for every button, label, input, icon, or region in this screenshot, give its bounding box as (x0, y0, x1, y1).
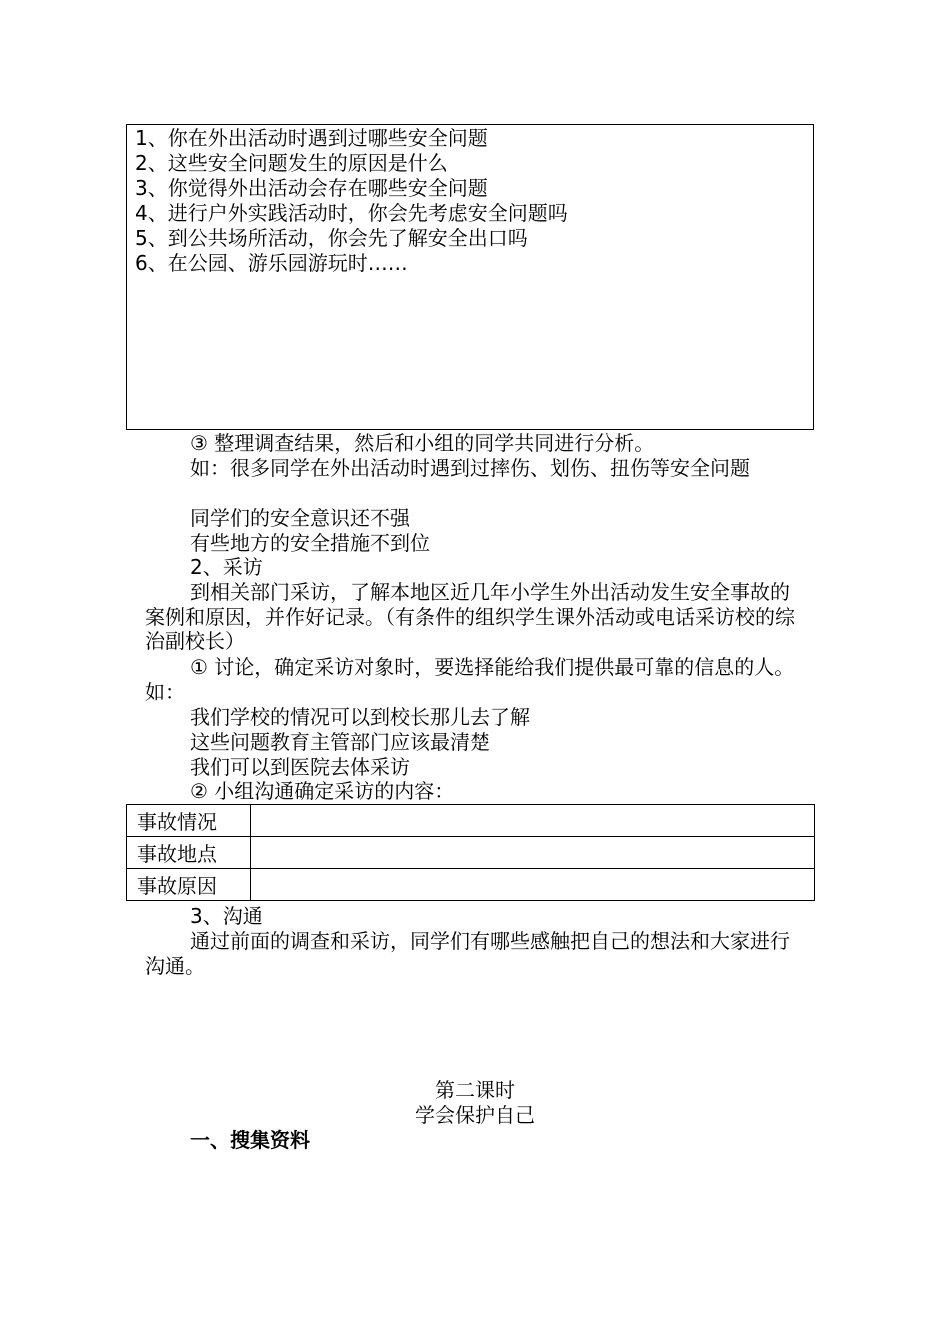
question-item: 2、这些安全问题发生的原因是什么 (135, 151, 448, 175)
step3-text: ③ 整理调查结果，然后和小组的同学共同进行分析。 (190, 431, 655, 455)
question-item: 1、你在外出活动时遇到过哪些安全问题 (135, 126, 488, 150)
section3-title: 3、沟通 (190, 904, 263, 928)
row-value-cell (251, 805, 815, 837)
table-row (127, 869, 815, 901)
example-paragraph: 如：很多同学在外出活动时遇到过摔伤、划伤、扭伤等安全问题 (190, 456, 750, 480)
lesson-subtitle: 学会保护自己 (415, 1103, 535, 1127)
row-label: 事故地点 (127, 837, 251, 869)
step2-text: ② 小组沟通确定采访的内容： (190, 779, 455, 803)
row-value-cell (251, 869, 815, 901)
question-box (126, 124, 814, 430)
example-line: 同学们的安全意识还不强 (190, 506, 410, 530)
table-row (127, 805, 815, 837)
row-label: 事故原因 (127, 869, 251, 901)
table-row (127, 837, 815, 869)
interview-line: 我们学校的情况可以到校长那儿去了解 (190, 705, 530, 729)
interview-line: 我们可以到医院去体采访 (190, 755, 410, 779)
question-item: 4、进行户外实践活动时，你会先考虑安全问题吗 (135, 201, 568, 225)
row-label: 事故情况 (127, 805, 251, 837)
part1-heading: 一、搜集资料 (190, 1128, 310, 1152)
question-item: 6、在公园、游乐园游玩时…… (135, 251, 408, 275)
section2-title: 2、采访 (190, 555, 263, 579)
question-item: 3、你觉得外出活动会存在哪些安全问题 (135, 176, 488, 200)
row-value-cell (251, 837, 815, 869)
interview-line: 这些问题教育主管部门应该最清楚 (190, 730, 490, 754)
section3-paragraph: 通过前面的调查和采访，同学们有哪些感触把自己的想法和大家进行沟通。 (145, 929, 790, 978)
section2-paragraph: 到相关部门采访，了解本地区近几年小学生外出活动发生安全事故的案例和原因，并作好记录。（有条件的组织学生课外活动或电话采访校的综治副校长） (145, 580, 795, 653)
example-line: 有些地方的安全措施不到位 (190, 531, 430, 555)
interview-content-table (126, 804, 815, 901)
question-item: 5、到公共场所活动，你会先了解安全出口吗 (135, 226, 528, 250)
lesson-title: 第二课时 (435, 1078, 515, 1102)
step1-paragraph: ① 讨论，确定采访对象时，要选择能给我们提供最可靠的信息的人。如： (145, 655, 795, 704)
